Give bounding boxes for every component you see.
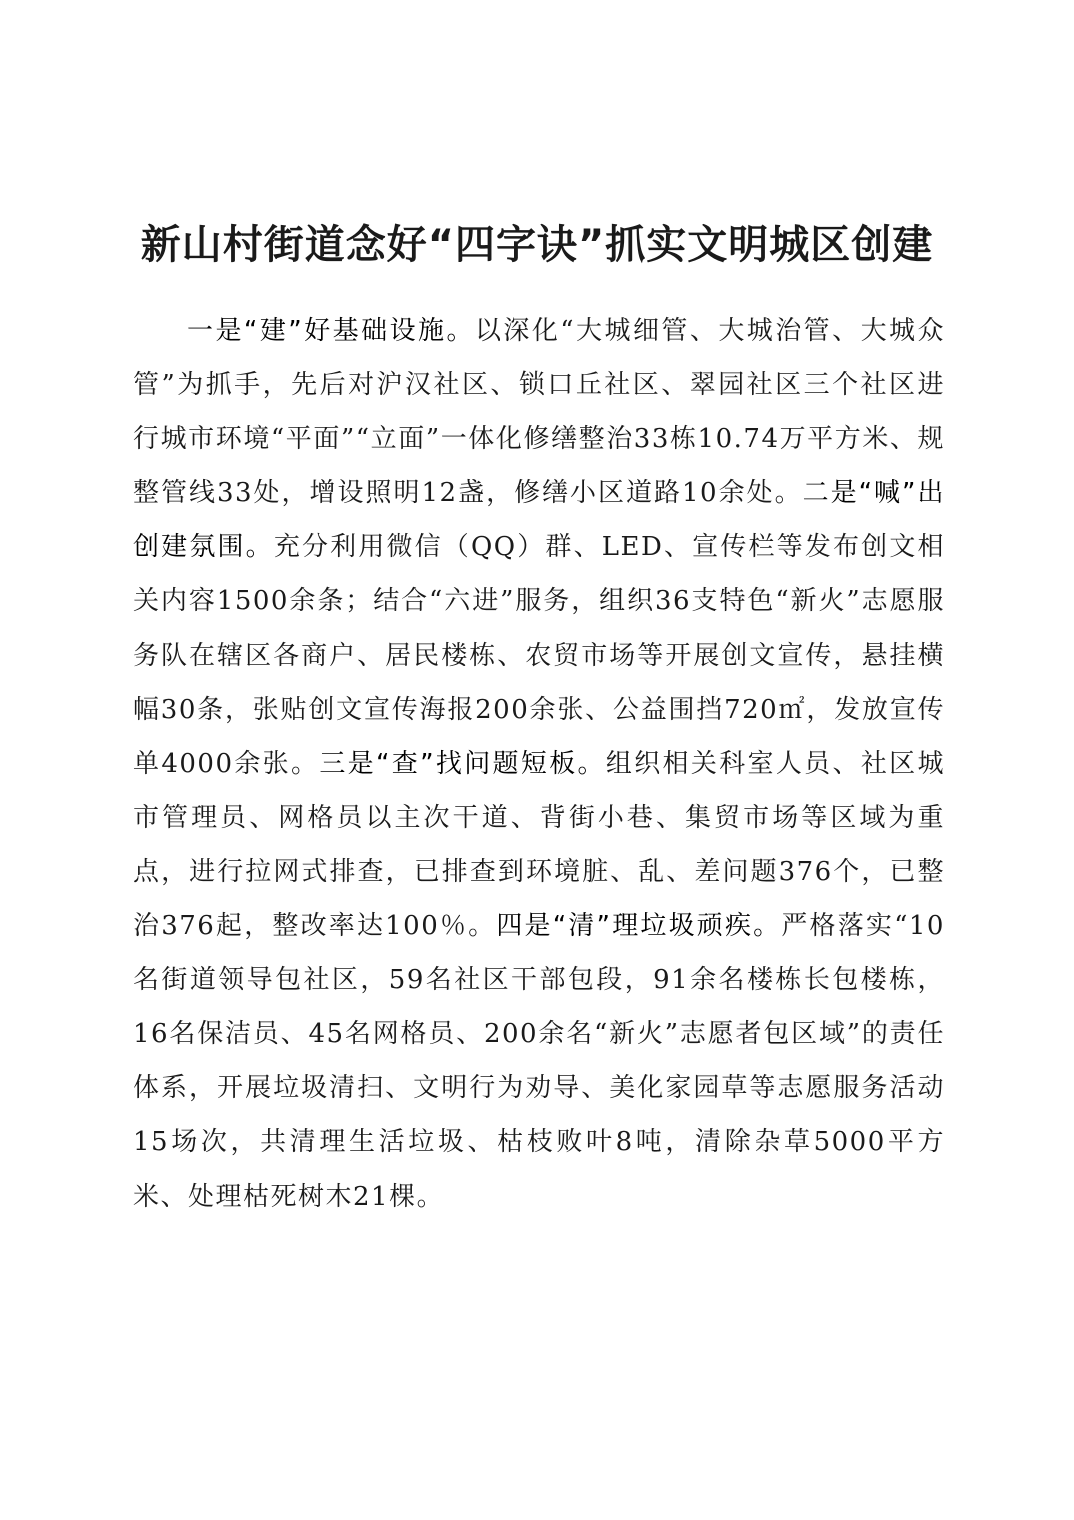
section-lead-inspect: 三是“查”找问题短板。: [319, 748, 606, 779]
section-text-inspect: 组织相关科室人员、社区城市管理员、网格员以主次干道、背街小巷、集贸市场等区域为重点，进行拉网式排查，已排查到环境脏、乱、差问题376个，已整治376起，整改率达100％。: [133, 748, 945, 942]
section-lead-publicize: 二是“喊”出创建氛围。: [133, 478, 945, 563]
section-text-clean: 严格落实“10名街道领导包社区，59名社区干部包段，91余名楼栋长包楼栋，16名保洁员、45名网格员、200余名“新火”志愿者包区域”的责任体系，开展垃圾清扫、文明行为劝导、美化家园草等志愿服务活动15场次，共清理生活垃圾、枯枝败叶8吨，清除杂草5000平方米、处理枯死树木21棵。: [133, 911, 945, 1212]
section-lead-build: 一是“建”好基础设施。: [187, 316, 475, 346]
document-body-paragraph: [133, 304, 945, 1224]
section-text-publicize: 充分利用微信（QQ）群、LED、宣传栏等发布创文相关内容1500余条；结合“六进”服务，组织36支特色“新火”志愿服务队在辖区各商户、居民楼栋、农贸市场等开展创文宣传，悬挂横幅30条，张贴创文宣传海报200余张、公益围挡720㎡，发放宣传单4000余张。: [133, 532, 945, 779]
section-lead-clean: 四是“清”理垃圾顽疾。: [496, 911, 782, 942]
section-text-build: 以深化“大城细管、大城治管、大城众管”为抓手，先后对沪汉社区、锁口丘社区、翠园社区三个社区进行城市环境“平面”“立面”一体化修缮整治33栋10.74万平方米、规整管线33处，增设照明12盏，修缮小区道路10余处。: [133, 316, 945, 509]
document-title: 新山村街道念好“四字诀”抓实文明城区创建: [140, 221, 934, 268]
